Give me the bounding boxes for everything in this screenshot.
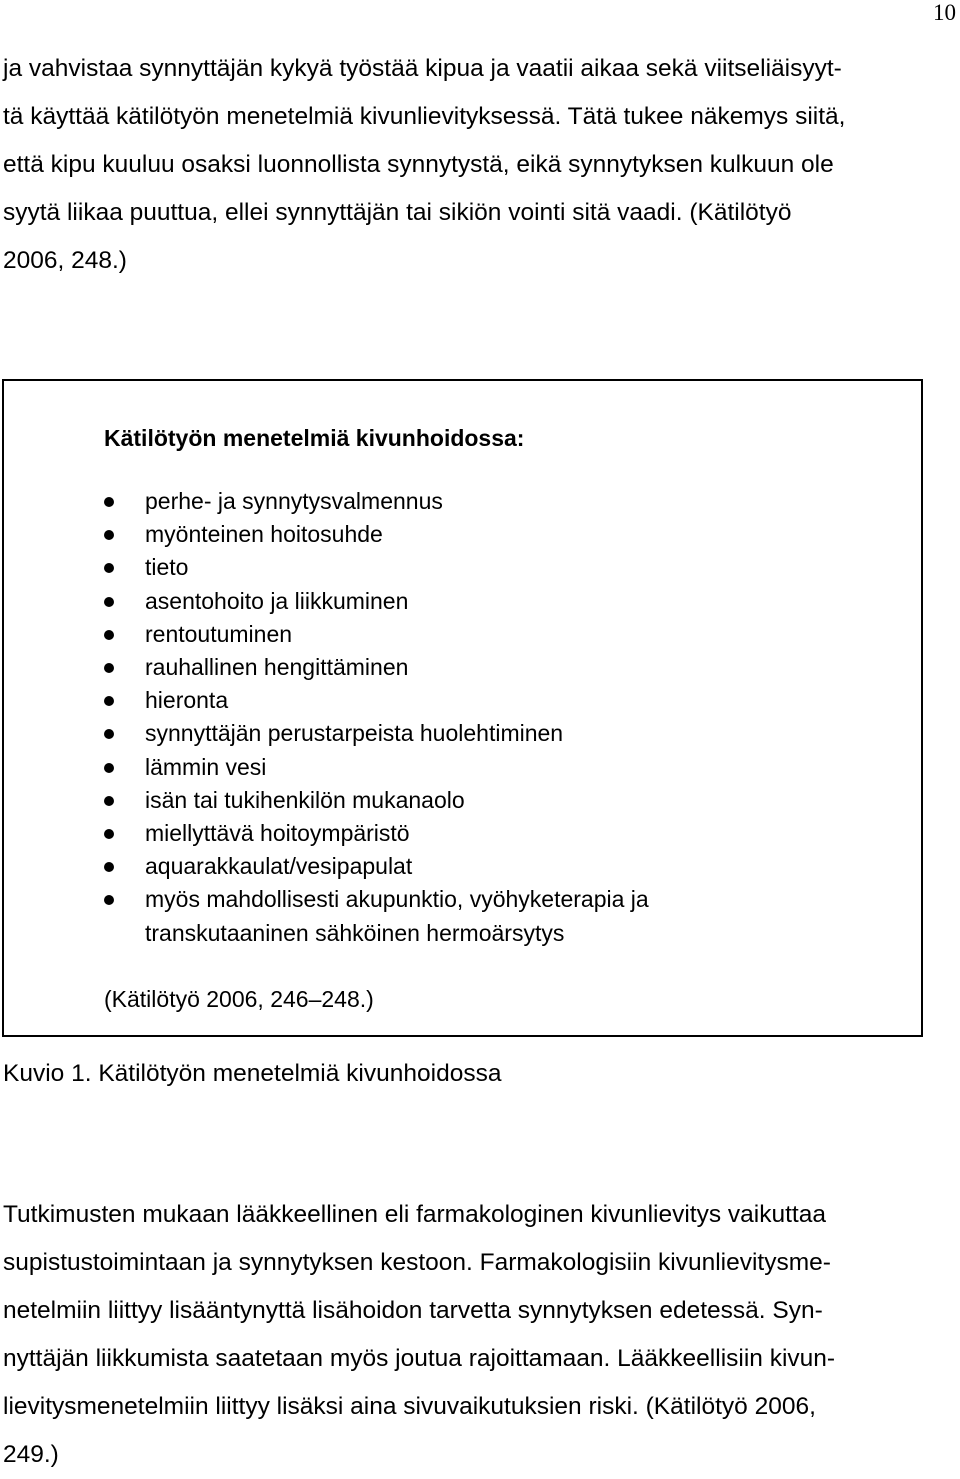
closing-paragraph — [3, 1191, 960, 1479]
bullet-icon — [104, 696, 114, 706]
bullet-icon — [104, 895, 114, 905]
closing-line: 249.) — [3, 1441, 59, 1468]
list-item — [104, 551, 649, 584]
list-item — [104, 751, 649, 784]
method-list — [104, 485, 649, 950]
list-item-text: isän tai tukihenkilön mukanaolo — [145, 786, 465, 813]
bullet-icon — [104, 630, 114, 640]
intro-line: 2006, 248.) — [3, 247, 127, 274]
list-item — [104, 817, 649, 850]
list-item — [104, 850, 649, 883]
list-item-text: rentoutuminen — [145, 620, 293, 647]
bullet-icon — [104, 563, 114, 573]
bullet-icon — [104, 530, 114, 540]
bullet-icon — [104, 729, 114, 739]
list-item-text: rauhallinen hengittäminen — [145, 654, 409, 681]
closing-line: lievitysmenetelmiin liittyy lisäksi aina sivuvaikutuksien riski. (Kätilötyö 2006, — [3, 1393, 816, 1420]
page-number: 10 — [933, 0, 956, 25]
bullet-icon — [104, 497, 114, 507]
bullet-icon — [104, 763, 114, 773]
intro-line: ja vahvistaa synnyttäjän kykyä työstää kipua ja vaatii aikaa sekä viitseliäisyyt- — [3, 55, 842, 82]
list-item-text: synnyttäjän perustarpeista huolehtiminen — [145, 720, 564, 747]
intro-line: syytä liikaa puuttua, ellei synnyttäjän tai sikiön vointi sitä vaadi. (Kätilötyö — [3, 199, 792, 226]
list-item — [104, 618, 649, 651]
list-item — [104, 485, 649, 518]
list-item-text: transkutaaninen sähköinen hermoärsytys — [145, 919, 565, 946]
closing-line: Tutkimusten mukaan lääkkeellinen eli farmakologinen kivunlievitys vaikuttaa — [3, 1201, 826, 1228]
list-item-text: lämmin vesi — [145, 753, 267, 780]
list-item-text: myönteinen hoitosuhde — [145, 521, 383, 548]
intro-paragraph — [3, 45, 960, 285]
list-item-text: tieto — [145, 554, 189, 581]
list-item — [104, 883, 649, 916]
bullet-icon — [104, 663, 114, 673]
list-item-text: aquarakkaulat/vesipapulat — [145, 853, 413, 880]
bullet-icon — [104, 796, 114, 806]
list-item — [104, 717, 649, 750]
intro-line: tä käyttää kätilötyön menetelmiä kivunlievityksessä. Tätä tukee näkemys siitä, — [3, 103, 846, 130]
list-item-text: asentohoito ja liikkuminen — [145, 587, 409, 614]
list-item-continuation — [104, 917, 649, 950]
closing-line: nyttäjän liikkumista saatetaan myös joutua rajoittamaan. Lääkkeellisiin kivun- — [3, 1345, 836, 1372]
figure-box — [2, 379, 923, 1037]
list-item — [104, 784, 649, 817]
bullet-icon — [104, 597, 114, 607]
bullet-icon — [104, 829, 114, 839]
list-item-text: myös mahdollisesti akupunktio, vyöhyketerapia ja — [145, 886, 649, 913]
list-item-text: miellyttävä hoitoympäristö — [145, 820, 410, 847]
bullet-icon — [104, 862, 114, 872]
list-item — [104, 684, 649, 717]
list-item-text: hieronta — [145, 687, 229, 714]
closing-line: supistustoimintaan ja synnytyksen kestoon. Farmakologisiin kivunlievitysme- — [3, 1249, 831, 1276]
intro-line: että kipu kuuluu osaksi luonnollista synnytystä, eikä synnytyksen kulkuun ole — [3, 151, 834, 178]
figure-source: (Kätilötyö 2006, 246–248.) — [104, 986, 374, 1012]
figure-title: Kätilötyön menetelmiä kivunhoidossa: — [104, 425, 525, 451]
list-item — [104, 585, 649, 618]
closing-line: netelmiin liittyy lisääntynyttä lisähoidon tarvetta synnytyksen edetessä. Syn- — [3, 1297, 823, 1324]
list-item-text: perhe- ja synnytysvalmennus — [145, 488, 443, 514]
list-item — [104, 651, 649, 684]
list-item — [104, 518, 649, 551]
figure-caption: Kuvio 1. Kätilötyön menetelmiä kivunhoidossa — [3, 1060, 502, 1087]
